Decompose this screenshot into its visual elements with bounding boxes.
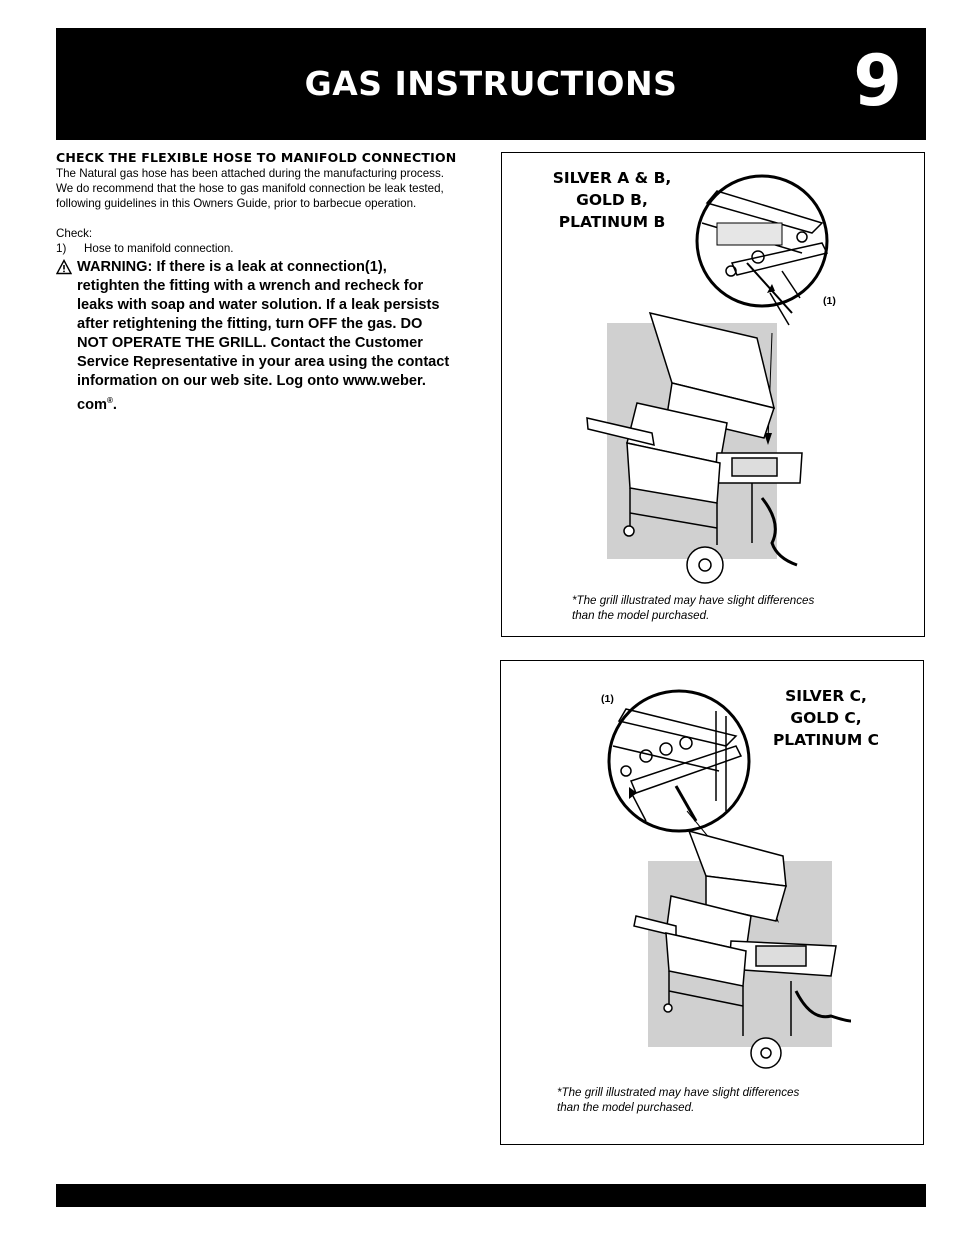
model-label-line: SILVER A & B,: [552, 169, 672, 187]
figure-caption: [557, 1085, 799, 1115]
warning-line-5: NOT OPERATE THE GRILL. Contact the Customer: [77, 335, 423, 351]
header-bar: [56, 28, 926, 140]
caption-line: *The grill illustrated may have slight differences: [557, 1086, 800, 1099]
model-label-line: PLATINUM B: [558, 213, 666, 231]
section-heading: CHECK THE FLEXIBLE HOSE TO MANIFOLD CONNECTION: [56, 150, 457, 165]
page-title: GAS INSTRUCTIONS: [304, 64, 678, 103]
caption-line: than the model purchased.: [557, 1101, 695, 1114]
warning-line-1: WARNING: If there is a leak at connection(1),: [77, 259, 387, 275]
grill-illustration: [502, 153, 923, 635]
warning-period: .: [112, 396, 117, 413]
check-item: [56, 241, 481, 256]
check-item-text: Hose to manifold connection.: [84, 242, 234, 255]
warning-line-3: leaks with soap and water solution. If a leak persists: [77, 297, 440, 313]
intro-line-3: following guidelines in this Owners Guide, prior to barbecue operation.: [56, 197, 417, 210]
warning-triangle-icon: [56, 259, 72, 275]
warning-line-7: information on our web site. Log onto www.weber.: [77, 373, 426, 389]
registered-mark: ®: [107, 396, 113, 405]
figure-silver-ab: [501, 152, 925, 637]
warning-link-end: com: [77, 396, 108, 413]
callout-label: (1): [823, 295, 836, 307]
figure-silver-c: [500, 660, 924, 1145]
check-label: Check:: [56, 227, 93, 240]
model-label-line: GOLD C,: [790, 709, 862, 727]
model-label-line: GOLD B,: [576, 191, 648, 209]
footer-bar: [56, 1184, 926, 1207]
warning-line-4: after retightening the fitting, turn OFF the gas. DO: [77, 316, 423, 332]
intro-line-1: The Natural gas hose has been attached during the manufacturing process.: [56, 167, 444, 180]
caption-line: than the model purchased.: [572, 609, 710, 622]
model-label-line: PLATINUM C: [772, 731, 880, 749]
caption-line: *The grill illustrated may have slight differences: [572, 594, 815, 607]
callout-label: (1): [601, 693, 614, 705]
warning-line-8: [77, 391, 481, 415]
check-item-number: 1): [56, 242, 67, 255]
instructions-column: [56, 150, 481, 415]
figure-caption: [572, 593, 814, 623]
page-number: 9: [853, 40, 902, 122]
grill-illustration: [501, 661, 922, 1143]
warning-line-6: Service Representative in your area using the contact: [77, 354, 450, 370]
intro-line-2: We do recommend that the hose to gas manifold connection be leak tested,: [56, 182, 444, 195]
warning-block: [56, 258, 481, 415]
model-label-line: SILVER C,: [785, 687, 867, 705]
warning-line-2: retighten the fitting with a wrench and recheck for: [77, 278, 424, 294]
